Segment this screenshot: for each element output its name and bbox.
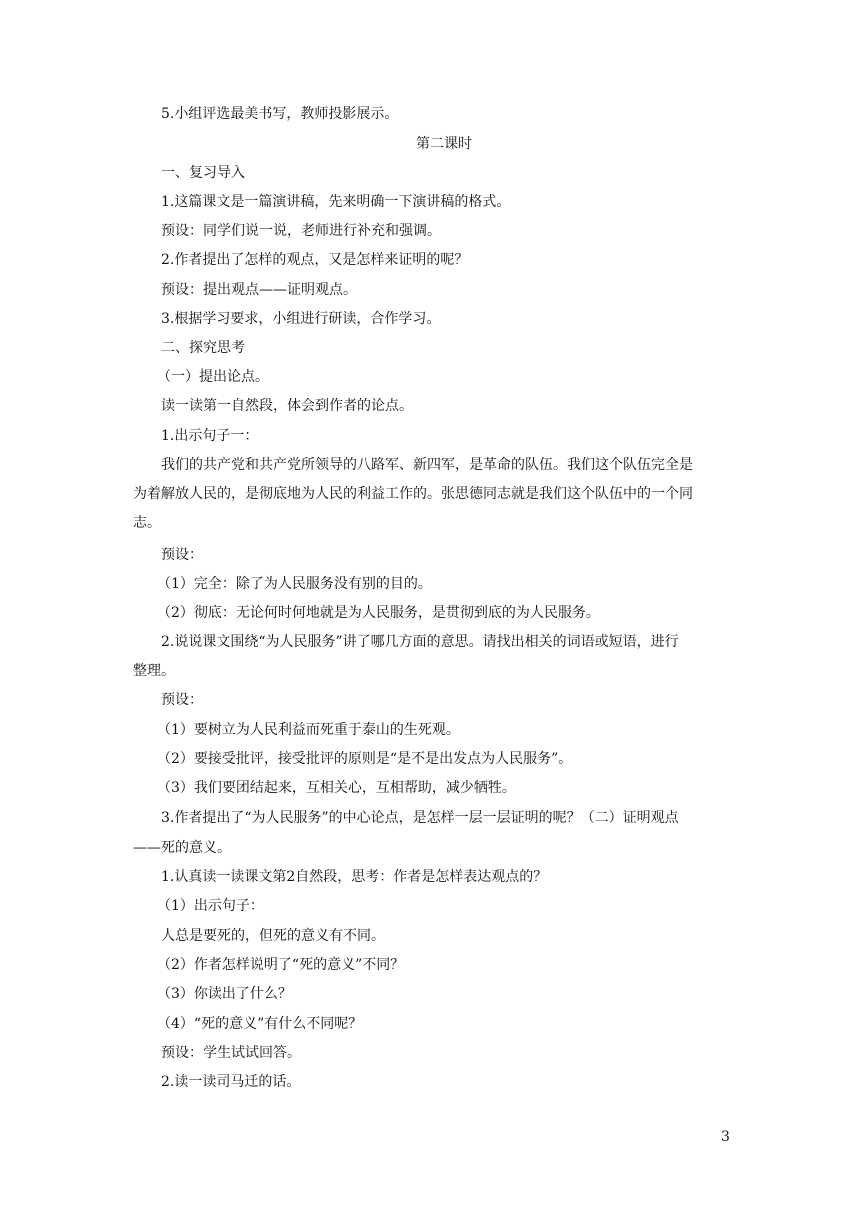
text-line: （3）我们要团结起来，互相关心，互相帮助，减少牺牲。 xyxy=(157,780,516,796)
page-number: 3 xyxy=(721,1129,730,1145)
text-line: （4）“死的意义”有什么不同呢？ xyxy=(157,1016,363,1032)
heading-line: 一、复习导入 xyxy=(161,165,245,181)
text-line: 1.出示句子一： xyxy=(161,428,259,444)
text-line: 2.作者提出了怎样的观点，又是怎样来证明的呢？ xyxy=(161,252,469,268)
text-line: 2.读一读司马迁的话。 xyxy=(161,1074,301,1090)
section-title: 第二课时 xyxy=(416,136,472,152)
text-line: ——死的意义。 xyxy=(133,840,231,856)
text-line: 3.根据学习要求，小组进行研读，合作学习。 xyxy=(161,311,441,327)
text-line: （1）要树立为人民利益而死重于泰山的生死观。 xyxy=(157,722,460,738)
text-line: 预设： xyxy=(161,547,203,563)
text-line: 3.作者提出了“为人民服务”的中心论点，是怎样一层一层证明的呢？（二）证明观点 xyxy=(161,810,679,826)
text-line: 志。 xyxy=(133,515,161,531)
text-line: 为着解放人民的，是彻底地为人民的利益工作的。张思德同志就是我们这个队伍中的一个同 xyxy=(133,486,693,502)
text-line: 预设：学生试试回答。 xyxy=(161,1045,301,1061)
text-line: （1）出示句子： xyxy=(157,898,264,914)
text-line: 1.认真读一读课文第2自然段，思考：作者是怎样表达观点的？ xyxy=(161,869,548,885)
text-line: （3）你读出了什么？ xyxy=(157,986,292,1002)
text-line: 1.这篇课文是一篇演讲稿，先来明确一下演讲稿的格式。 xyxy=(161,194,511,210)
text-line: 预设：提出观点——证明观点。 xyxy=(161,282,357,298)
text-line: 预设：同学们说一说，老师进行补充和强调。 xyxy=(161,223,441,239)
text-line: （1）完全：除了为人民服务没有别的目的。 xyxy=(157,576,432,592)
text-line: （一）提出论点。 xyxy=(157,369,269,385)
text-line: 2.说说课文围绕“为人民服务”讲了哪几方面的意思。请找出相关的词语或短语，进行 xyxy=(161,634,679,650)
text-line: 预设： xyxy=(161,692,203,708)
text-line: 我们的共产党和共产党所领导的八路军、新四军，是革命的队伍。我们这个队伍完全是 xyxy=(161,457,693,473)
text-line: （2）彻底：无论何时何地就是为人民服务，是贯彻到底的为人民服务。 xyxy=(157,605,600,621)
text-line: （2）作者怎样说明了“死的意义”不同？ xyxy=(157,957,405,973)
text-line: 整理。 xyxy=(133,663,175,679)
text-line: 读一读第一自然段，体会到作者的论点。 xyxy=(161,398,413,414)
text-line: （2）要接受批评，接受批评的原则是“是不是出发点为人民服务”。 xyxy=(157,751,573,767)
text-line: 人总是要死的，但死的意义有不同。 xyxy=(161,928,385,944)
heading-line: 二、探究思考 xyxy=(161,340,245,356)
text-line: 5.小组评选最美书写，教师投影展示。 xyxy=(161,106,399,122)
